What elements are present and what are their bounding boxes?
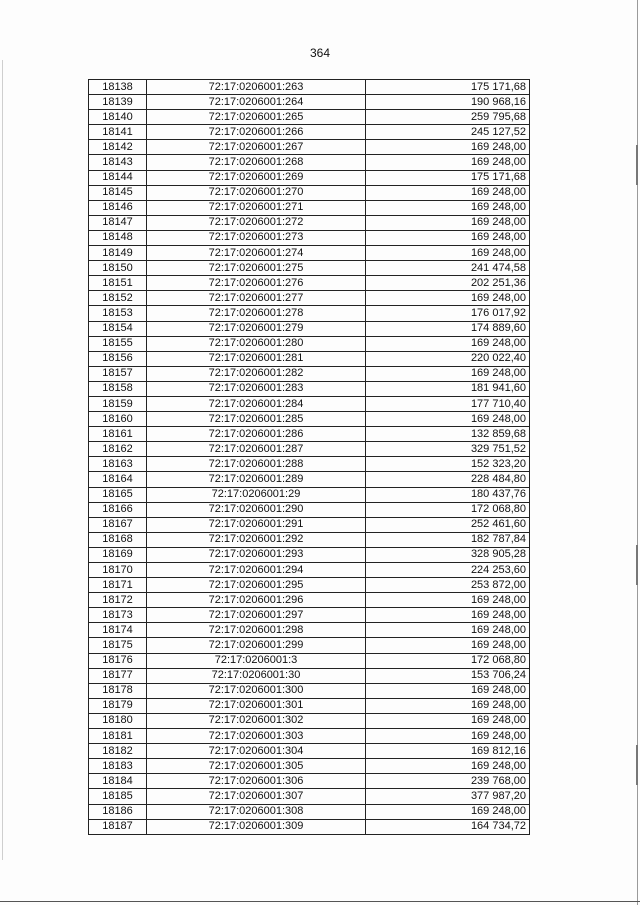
- table-row: [89, 366, 530, 381]
- row-number: 18154: [89, 321, 147, 336]
- table-row: [89, 668, 530, 683]
- table-row: [89, 789, 530, 804]
- cadastral-value: 177 710,40: [366, 396, 530, 411]
- cadastral-value: 245 127,52: [366, 125, 530, 140]
- cadastral-number: 72:17:0206001:295: [147, 578, 366, 593]
- cadastral-number: 72:17:0206001:284: [147, 396, 366, 411]
- cadastral-number: 72:17:0206001:277: [147, 291, 366, 306]
- table-row: [89, 155, 530, 170]
- row-number: 18144: [89, 170, 147, 185]
- cadastral-value: 241 474,58: [366, 261, 530, 276]
- row-number: 18146: [89, 200, 147, 215]
- row-number: 18157: [89, 366, 147, 381]
- table-row: [89, 276, 530, 291]
- table-row: [89, 215, 530, 230]
- cadastral-value: 169 248,00: [366, 291, 530, 306]
- cadastral-value: 169 248,00: [366, 759, 530, 774]
- cadastral-number: 72:17:0206001:266: [147, 125, 366, 140]
- table-row: [89, 547, 530, 562]
- cadastral-value: 202 251,36: [366, 276, 530, 291]
- table-row: [89, 638, 530, 653]
- cadastral-value: 253 872,00: [366, 578, 530, 593]
- row-number: 18186: [89, 804, 147, 819]
- table-row: [89, 230, 530, 245]
- row-number: 18177: [89, 668, 147, 683]
- row-number: 18160: [89, 412, 147, 427]
- row-number: 18176: [89, 653, 147, 668]
- scan-margin-mark: [636, 145, 638, 185]
- cadastral-value: 169 248,00: [366, 366, 530, 381]
- table-row: [89, 563, 530, 578]
- row-number: 18161: [89, 427, 147, 442]
- cadastral-value: 172 068,80: [366, 653, 530, 668]
- table-row: [89, 698, 530, 713]
- row-number: 18151: [89, 276, 147, 291]
- cadastral-value: 224 253,60: [366, 563, 530, 578]
- cadastral-number: 72:17:0206001:306: [147, 774, 366, 789]
- table-row: [89, 321, 530, 336]
- cadastral-number: 72:17:0206001:287: [147, 442, 366, 457]
- cadastral-number: 72:17:0206001:3: [147, 653, 366, 668]
- row-number: 18175: [89, 638, 147, 653]
- row-number: 18170: [89, 563, 147, 578]
- row-number: 18141: [89, 125, 147, 140]
- row-number: 18184: [89, 774, 147, 789]
- row-number: 18153: [89, 306, 147, 321]
- table-row: [89, 412, 530, 427]
- scan-bottom-edge: [0, 901, 640, 902]
- table-row: [89, 593, 530, 608]
- cadastral-number: 72:17:0206001:276: [147, 276, 366, 291]
- row-number: 18165: [89, 487, 147, 502]
- table-row: [89, 200, 530, 215]
- table-row: [89, 804, 530, 819]
- row-number: 18163: [89, 457, 147, 472]
- table-row: [89, 261, 530, 276]
- row-number: 18155: [89, 336, 147, 351]
- row-number: 18185: [89, 789, 147, 804]
- cadastral-number: 72:17:0206001:307: [147, 789, 366, 804]
- cadastral-value: 169 248,00: [366, 698, 530, 713]
- table-row: [89, 95, 530, 110]
- cadastral-value: 169 248,00: [366, 230, 530, 245]
- table-row: [89, 623, 530, 638]
- table-row: [89, 427, 530, 442]
- cadastral-number: 72:17:0206001:29: [147, 487, 366, 502]
- table-row: [89, 291, 530, 306]
- table-row: [89, 110, 530, 125]
- table-row: [89, 744, 530, 759]
- cadastral-number: 72:17:0206001:283: [147, 381, 366, 396]
- cadastral-value: 132 859,68: [366, 427, 530, 442]
- cadastral-value: 169 248,00: [366, 412, 530, 427]
- table-row: [89, 336, 530, 351]
- cadastral-number: 72:17:0206001:302: [147, 713, 366, 728]
- cadastral-value: 169 812,16: [366, 744, 530, 759]
- cadastral-number: 72:17:0206001:285: [147, 412, 366, 427]
- table-row: [89, 608, 530, 623]
- table-row: [89, 517, 530, 532]
- cadastral-value: 169 248,00: [366, 185, 530, 200]
- table-row: [89, 729, 530, 744]
- cadastral-number: 72:17:0206001:291: [147, 517, 366, 532]
- row-number: 18143: [89, 155, 147, 170]
- cadastral-number: 72:17:0206001:292: [147, 532, 366, 547]
- row-number: 18162: [89, 442, 147, 457]
- row-number: 18142: [89, 140, 147, 155]
- cadastral-number: 72:17:0206001:299: [147, 638, 366, 653]
- row-number: 18173: [89, 608, 147, 623]
- cadastral-value: 169 248,00: [366, 246, 530, 261]
- cadastral-value: 252 461,60: [366, 517, 530, 532]
- cadastral-number: 72:17:0206001:304: [147, 744, 366, 759]
- cadastral-number: 72:17:0206001:286: [147, 427, 366, 442]
- row-number: 18158: [89, 381, 147, 396]
- cadastral-value: 164 734,72: [366, 819, 530, 834]
- table-row: [89, 246, 530, 261]
- cadastral-value: 182 787,84: [366, 532, 530, 547]
- cadastral-number: 72:17:0206001:298: [147, 623, 366, 638]
- scan-margin-mark: [636, 545, 638, 585]
- cadastral-value: 169 248,00: [366, 623, 530, 638]
- row-number: 18180: [89, 713, 147, 728]
- cadastral-value: 175 171,68: [366, 80, 530, 95]
- row-number: 18187: [89, 819, 147, 834]
- table-row: [89, 457, 530, 472]
- cadastral-number: 72:17:0206001:301: [147, 698, 366, 713]
- cadastral-value: 169 248,00: [366, 608, 530, 623]
- cadastral-number: 72:17:0206001:267: [147, 140, 366, 155]
- cadastral-value: 176 017,92: [366, 306, 530, 321]
- cadastral-number: 72:17:0206001:296: [147, 593, 366, 608]
- row-number: 18171: [89, 578, 147, 593]
- table-row: [89, 185, 530, 200]
- cadastral-value: 153 706,24: [366, 668, 530, 683]
- row-number: 18167: [89, 517, 147, 532]
- table-row: [89, 472, 530, 487]
- cadastral-number: 72:17:0206001:269: [147, 170, 366, 185]
- cadastral-number: 72:17:0206001:294: [147, 563, 366, 578]
- row-number: 18150: [89, 261, 147, 276]
- cadastral-value: 329 751,52: [366, 442, 530, 457]
- cadastral-number: 72:17:0206001:279: [147, 321, 366, 336]
- cadastral-value: 169 248,00: [366, 804, 530, 819]
- cadastral-value: 169 248,00: [366, 215, 530, 230]
- table-row: [89, 774, 530, 789]
- row-number: 18179: [89, 698, 147, 713]
- table-row: [89, 125, 530, 140]
- row-number: 18140: [89, 110, 147, 125]
- table-row: [89, 351, 530, 366]
- row-number: 18178: [89, 683, 147, 698]
- cadastral-number: 72:17:0206001:271: [147, 200, 366, 215]
- cadastral-value: 169 248,00: [366, 593, 530, 608]
- row-number: 18148: [89, 230, 147, 245]
- table-row: [89, 653, 530, 668]
- cadastral-value: 169 248,00: [366, 638, 530, 653]
- cadastral-number: 72:17:0206001:289: [147, 472, 366, 487]
- table-row: [89, 578, 530, 593]
- cadastral-value: 152 323,20: [366, 457, 530, 472]
- table-row: [89, 819, 530, 834]
- cadastral-number: 72:17:0206001:281: [147, 351, 366, 366]
- cadastral-number: 72:17:0206001:293: [147, 547, 366, 562]
- cadastral-number: 72:17:0206001:270: [147, 185, 366, 200]
- cadastral-value: 181 941,60: [366, 381, 530, 396]
- table-row: [89, 487, 530, 502]
- table-row: [89, 713, 530, 728]
- cadastral-value: 169 248,00: [366, 683, 530, 698]
- cadastral-value: 169 248,00: [366, 729, 530, 744]
- cadastral-value: 180 437,76: [366, 487, 530, 502]
- cadastral-value: 328 905,28: [366, 547, 530, 562]
- cadastral-value: 169 248,00: [366, 155, 530, 170]
- cadastral-number: 72:17:0206001:309: [147, 819, 366, 834]
- cadastral-number: 72:17:0206001:263: [147, 80, 366, 95]
- cadastral-value: 169 248,00: [366, 140, 530, 155]
- table-row: [89, 170, 530, 185]
- cadastral-number: 72:17:0206001:275: [147, 261, 366, 276]
- scan-left-edge: [2, 60, 3, 860]
- cadastral-value: 169 248,00: [366, 713, 530, 728]
- row-number: 18164: [89, 472, 147, 487]
- cadastral-value: 259 795,68: [366, 110, 530, 125]
- row-number: 18152: [89, 291, 147, 306]
- cadastral-number: 72:17:0206001:274: [147, 246, 366, 261]
- cadastral-number: 72:17:0206001:268: [147, 155, 366, 170]
- cadastral-number: 72:17:0206001:308: [147, 804, 366, 819]
- cadastral-number: 72:17:0206001:264: [147, 95, 366, 110]
- row-number: 18166: [89, 502, 147, 517]
- cadastral-number: 72:17:0206001:290: [147, 502, 366, 517]
- table-row: [89, 442, 530, 457]
- cadastral-number: 72:17:0206001:297: [147, 608, 366, 623]
- cadastral-number: 72:17:0206001:288: [147, 457, 366, 472]
- cadastral-value: 175 171,68: [366, 170, 530, 185]
- row-number: 18139: [89, 95, 147, 110]
- cadastral-value: 174 889,60: [366, 321, 530, 336]
- table-row: [89, 683, 530, 698]
- page-number: 364: [309, 46, 331, 60]
- table-row: [89, 80, 530, 95]
- cadastral-number: 72:17:0206001:30: [147, 668, 366, 683]
- cadastral-number: 72:17:0206001:278: [147, 306, 366, 321]
- cadastral-number: 72:17:0206001:300: [147, 683, 366, 698]
- table-row: [89, 140, 530, 155]
- table-row: [89, 381, 530, 396]
- row-number: 18174: [89, 623, 147, 638]
- table-row: [89, 396, 530, 411]
- cadastral-value: 190 968,16: [366, 95, 530, 110]
- cadastral-number: 72:17:0206001:265: [147, 110, 366, 125]
- row-number: 18147: [89, 215, 147, 230]
- cadastral-value: 220 022,40: [366, 351, 530, 366]
- cadastral-value: 169 248,00: [366, 336, 530, 351]
- cadastral-number: 72:17:0206001:273: [147, 230, 366, 245]
- table-row: [89, 306, 530, 321]
- cadastral-value: 169 248,00: [366, 200, 530, 215]
- row-number: 18181: [89, 729, 147, 744]
- table-row: [89, 759, 530, 774]
- table-row: [89, 532, 530, 547]
- cadastral-number: 72:17:0206001:272: [147, 215, 366, 230]
- row-number: 18182: [89, 744, 147, 759]
- row-number: 18149: [89, 246, 147, 261]
- scan-margin-mark: [636, 745, 638, 785]
- table-row: [89, 502, 530, 517]
- cadastral-number: 72:17:0206001:305: [147, 759, 366, 774]
- cadastral-value-table: [88, 79, 530, 835]
- row-number: 18159: [89, 396, 147, 411]
- row-number: 18169: [89, 547, 147, 562]
- row-number: 18183: [89, 759, 147, 774]
- cadastral-number: 72:17:0206001:303: [147, 729, 366, 744]
- row-number: 18156: [89, 351, 147, 366]
- cadastral-value: 239 768,00: [366, 774, 530, 789]
- cadastral-number: 72:17:0206001:282: [147, 366, 366, 381]
- cadastral-number: 72:17:0206001:280: [147, 336, 366, 351]
- row-number: 18172: [89, 593, 147, 608]
- table-body: [89, 80, 530, 835]
- row-number: 18138: [89, 80, 147, 95]
- row-number: 18145: [89, 185, 147, 200]
- cadastral-value: 172 068,80: [366, 502, 530, 517]
- cadastral-value: 228 484,80: [366, 472, 530, 487]
- cadastral-value: 377 987,20: [366, 789, 530, 804]
- row-number: 18168: [89, 532, 147, 547]
